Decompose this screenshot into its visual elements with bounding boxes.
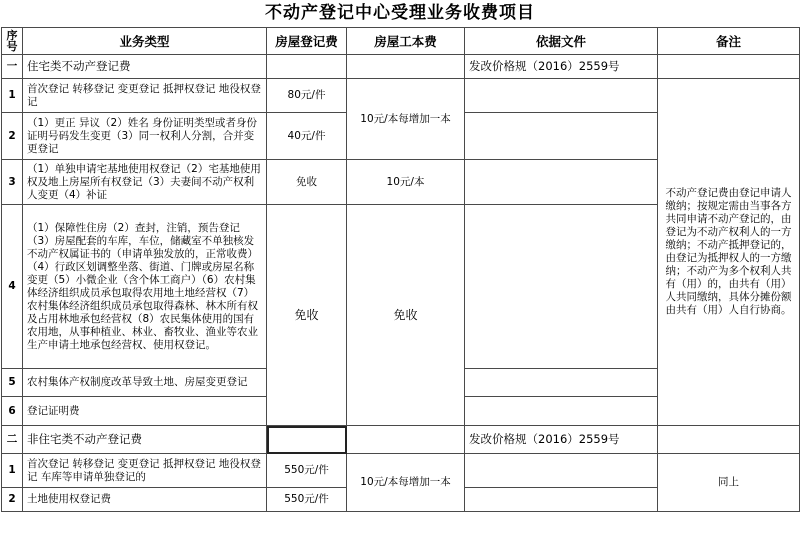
section-label: 住宅类不动产登记费: [23, 55, 267, 79]
registration-fee: 80元/件: [267, 79, 347, 113]
table-cell[interactable]: [465, 205, 658, 369]
table-cell[interactable]: [465, 397, 658, 426]
table-row: [2, 454, 800, 488]
row-index: 1: [2, 454, 23, 488]
table-cell[interactable]: [658, 55, 800, 79]
business-type: （1）保障性住房（2）查封，注销，预告登记（3）房屋配套的车库，车位，储藏室不单独核发不动产权属证书的（申请单独发放的，正常收费）（4）行政区划调整坐落、街道、门牌或房屋名称变更（5）小微企业（含个体工商户）（6）农村集体经济组织成员承包取得农用地土地经营权（7）农村集体经济组织成员承包取得森林、林木所有权及占用林地承包经营权（8）农民集体使用的国有农用地，从事种植业、林业、畜牧业、渔业等农业生产申请土地承包经营权、使用权登记。: [23, 205, 267, 369]
fee-table: [1, 27, 800, 512]
table-cell[interactable]: [465, 113, 658, 160]
business-type: （1）更正 异议（2）姓名 身份证明类型或者身份证明号码发生变更（3）同一权利人分割，合并变更登记: [23, 113, 267, 160]
section-label: 非住宅类不动产登记费: [23, 426, 267, 454]
table-cell[interactable]: [465, 369, 658, 397]
section-index: 二: [2, 426, 23, 454]
table-cell[interactable]: [267, 55, 347, 79]
table-cell[interactable]: [658, 426, 800, 454]
business-type: 土地使用权登记费: [23, 488, 267, 512]
table-cell[interactable]: [347, 426, 465, 454]
row-index: 4: [2, 205, 23, 369]
row-index: 6: [2, 397, 23, 426]
basis-document: 发改价格规（2016）2559号: [465, 426, 658, 454]
row-index: 5: [2, 369, 23, 397]
registration-fee-exempt: 免收: [267, 205, 347, 426]
registration-fee: 550元/件: [267, 454, 347, 488]
certificate-fee-exempt: 免收: [347, 205, 465, 426]
business-type: （1）单独申请宅基地使用权登记（2）宅基地使用权及地上房屋所有权登记（3）夫妻间不动产权利人变更（4）补证: [23, 160, 267, 205]
selected-cell[interactable]: [267, 426, 347, 454]
certificate-fee: 10元/本: [347, 160, 465, 205]
section-row: [2, 55, 800, 79]
business-type: 首次登记 转移登记 变更登记 抵押权登记 地役权登记: [23, 79, 267, 113]
registration-fee: 免收: [267, 160, 347, 205]
row-index: 2: [2, 488, 23, 512]
row-index: 1: [2, 79, 23, 113]
table-cell[interactable]: [465, 488, 658, 512]
section-row: [2, 426, 800, 454]
table-cell[interactable]: [465, 454, 658, 488]
certificate-fee: 10元/本每增加一本: [347, 79, 465, 160]
table-row: [2, 79, 800, 113]
header-registration-fee: 房屋登记费: [267, 28, 347, 55]
business-type: 农村集体产权制度改革导致土地、房屋变更登记: [23, 369, 267, 397]
row-index: 3: [2, 160, 23, 205]
table-cell[interactable]: [465, 160, 658, 205]
header-business-type: 业务类型: [23, 28, 267, 55]
business-type: 首次登记 转移登记 变更登记 抵押权登记 地役权登记 车库等申请单独登记的: [23, 454, 267, 488]
section-index: 一: [2, 55, 23, 79]
header-certificate-fee: 房屋工本费: [347, 28, 465, 55]
remark-note: 不动产登记费由登记申请人缴纳；按规定需由当事各方共同申请不动产登记的，由登记为不动产权利人的一方缴纳；不动产抵押登记的，由登记为抵押权人的一方缴纳；不动产为多个权利人共有（用）的，由共有（用）人共同缴纳，具体分摊份额由共有（用）人自行协商。: [658, 79, 800, 426]
table-cell[interactable]: [347, 55, 465, 79]
business-type: 登记证明费: [23, 397, 267, 426]
basis-document: 发改价格规（2016）2559号: [465, 55, 658, 79]
remark-note: 同上: [658, 454, 800, 512]
certificate-fee: 10元/本每增加一本: [347, 454, 465, 512]
header-basis-document: 依据文件: [465, 28, 658, 55]
table-cell[interactable]: [465, 79, 658, 113]
registration-fee: 40元/件: [267, 113, 347, 160]
row-index: 2: [2, 113, 23, 160]
header-index: 序号: [2, 28, 23, 55]
header-remark: 备注: [658, 28, 800, 55]
registration-fee: 550元/件: [267, 488, 347, 512]
page-title: 不动产登记中心受理业务收费项目: [265, 3, 535, 23]
table-header: [2, 28, 800, 55]
